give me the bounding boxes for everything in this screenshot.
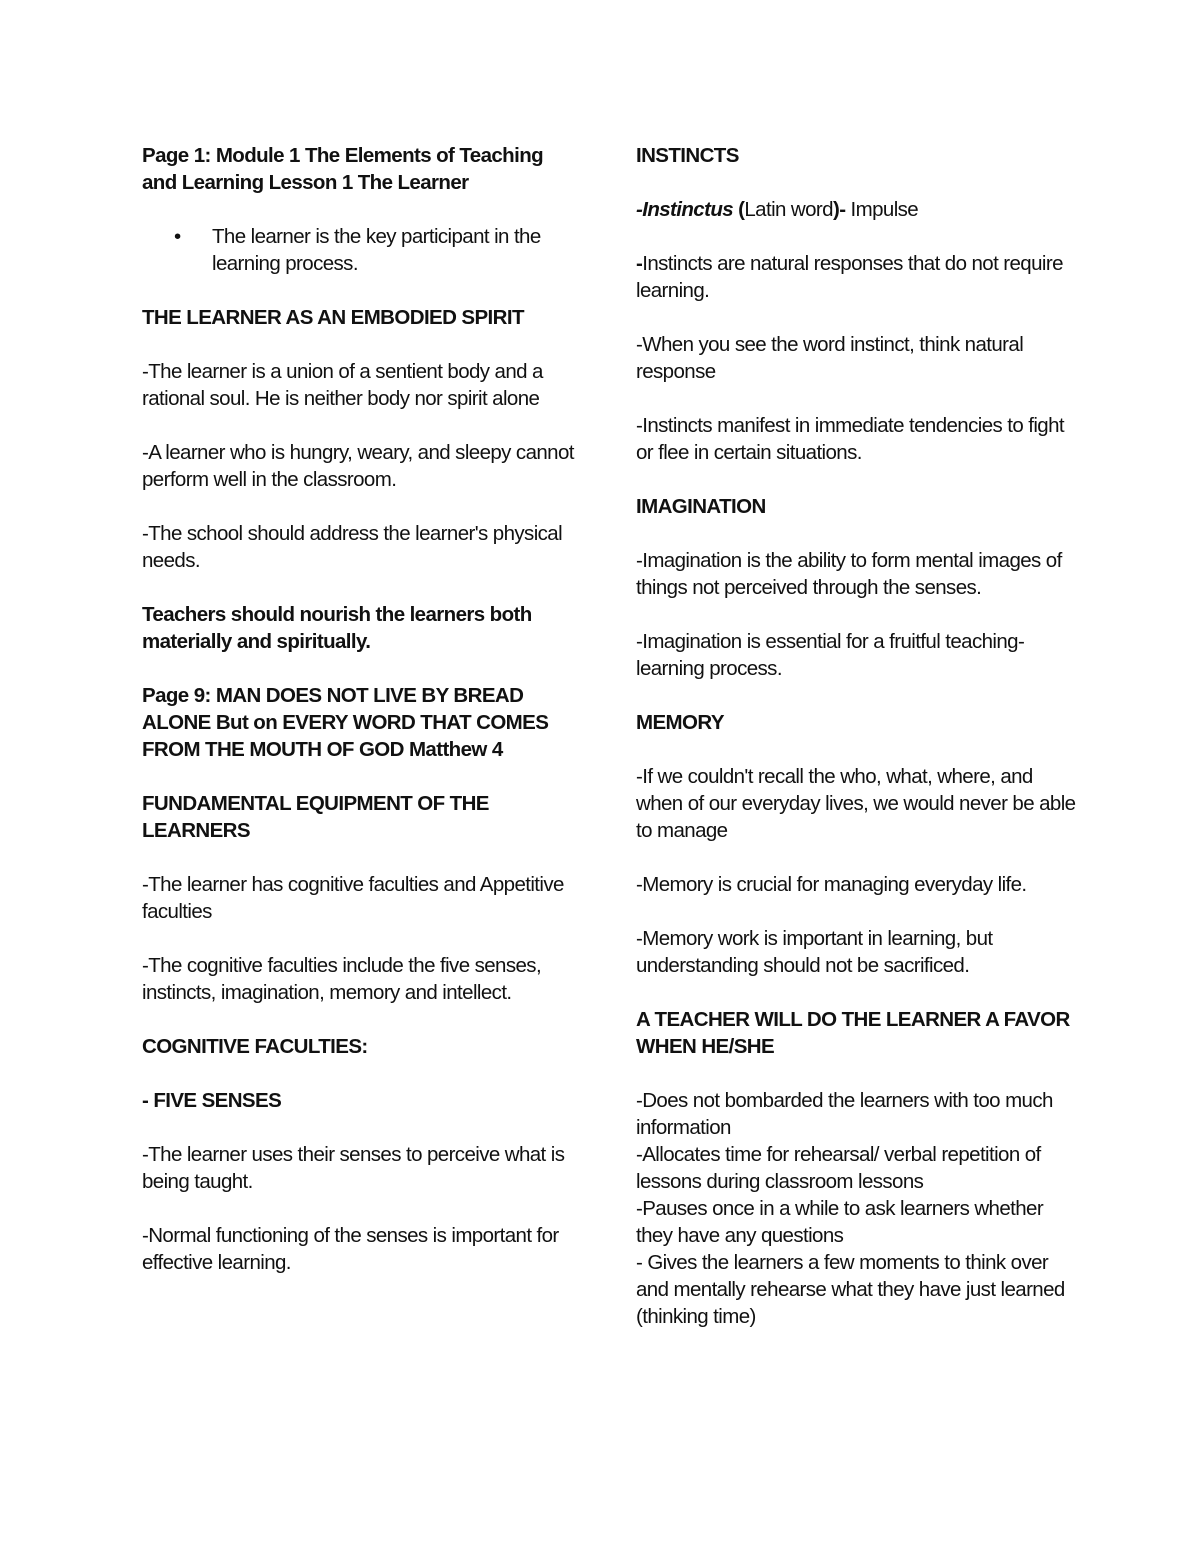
paren-open: ( <box>733 198 745 221</box>
memory-paragraph-3: -Memory work is important in learning, but understanding should not be sacrificed. <box>636 927 993 977</box>
equipment-paragraph-2: -The cognitive faculties include the five senses, instincts, imagination, memory and intellect. <box>142 954 542 1004</box>
memory-paragraph-2: -Memory is crucial for managing everyday life. <box>636 873 1027 896</box>
instinctus-definition <box>636 196 1076 223</box>
teacher-favor-heading: A TEACHER WILL DO THE LEARNER A FAVOR WHEN HE/SHE <box>636 1008 1070 1058</box>
instinctus-meaning: Impulse <box>850 198 919 221</box>
bullet-icon: • <box>174 225 181 248</box>
latin-word-label: Latin word <box>744 198 833 221</box>
favor-item: - Gives the learners a few moments to think over and mentally rehearse what they have just learned (thinking time) <box>636 1251 1065 1328</box>
cognitive-faculties-heading: COGNITIVE FACULTIES: <box>142 1035 368 1058</box>
bullet-text: The learner is the key participant in the learning process. <box>212 225 541 275</box>
paren-close: )- <box>832 198 851 221</box>
left-column <box>142 142 582 1303</box>
fundamental-equipment-heading: FUNDAMENTAL EQUIPMENT OF THE LEARNERS <box>142 792 489 842</box>
imagination-heading: IMAGINATION <box>636 495 766 518</box>
senses-paragraph-1: -The learner uses their senses to perceive what is being taught. <box>142 1143 565 1193</box>
embodied-paragraph-3: -The school should address the learner's physical needs. <box>142 522 563 572</box>
instincts-paragraph-3: -Instincts manifest in immediate tendencies to fight or flee in certain situations. <box>636 414 1064 464</box>
favor-item: -Pauses once in a while to ask learners whether they have any questions <box>636 1197 1044 1247</box>
instincts-paragraph-1-text: Instincts are natural responses that do not require learning. <box>636 252 1063 302</box>
equipment-paragraph-1: -The learner has cognitive faculties and Appetitive faculties <box>142 873 564 923</box>
instincts-dash: - <box>636 252 643 275</box>
memory-paragraph-1: -If we couldn't recall the who, what, where, and when of our everyday lives, we would never be able to manage <box>636 765 1076 842</box>
right-column <box>636 142 1076 1357</box>
instincts-paragraph-1 <box>636 250 1076 304</box>
instinctus-term: -Instinctus <box>636 198 734 221</box>
imagination-paragraph-1: -Imagination is the ability to form mental images of things not perceived through the senses. <box>636 549 1062 599</box>
page-title: Page 1: Module 1 The Elements of Teaching and Learning Lesson 1 The Learner <box>142 144 544 194</box>
favor-item: -Allocates time for rehearsal/ verbal repetition of lessons during classroom lessons <box>636 1143 1041 1193</box>
five-senses-heading: - FIVE SENSES <box>142 1089 282 1112</box>
bullet-list-item <box>142 223 582 277</box>
instincts-heading: INSTINCTS <box>636 144 739 167</box>
page-9-heading: Page 9: MAN DOES NOT LIVE BY BREAD ALONE But on EVERY WORD THAT COMES FROM THE MOUTH OF GOD Matthew 4 <box>142 684 549 761</box>
nourish-statement: Teachers should nourish the learners both materially and spiritually. <box>142 603 532 653</box>
instincts-paragraph-2: -When you see the word instinct, think natural response <box>636 333 1024 383</box>
teacher-favor-list <box>636 1087 1076 1330</box>
embodied-paragraph-1: -The learner is a union of a sentient body and a rational soul. He is neither body nor spirit alone <box>142 360 543 410</box>
memory-heading: MEMORY <box>636 711 724 734</box>
embodied-spirit-heading: THE LEARNER AS AN EMBODIED SPIRIT <box>142 306 524 329</box>
imagination-paragraph-2: -Imagination is essential for a fruitful teaching-learning process. <box>636 630 1025 680</box>
embodied-paragraph-2: -A learner who is hungry, weary, and sleepy cannot perform well in the classroom. <box>142 441 574 491</box>
favor-item: -Does not bombarded the learners with too much information <box>636 1089 1053 1139</box>
senses-paragraph-2: -Normal functioning of the senses is important for effective learning. <box>142 1224 559 1274</box>
